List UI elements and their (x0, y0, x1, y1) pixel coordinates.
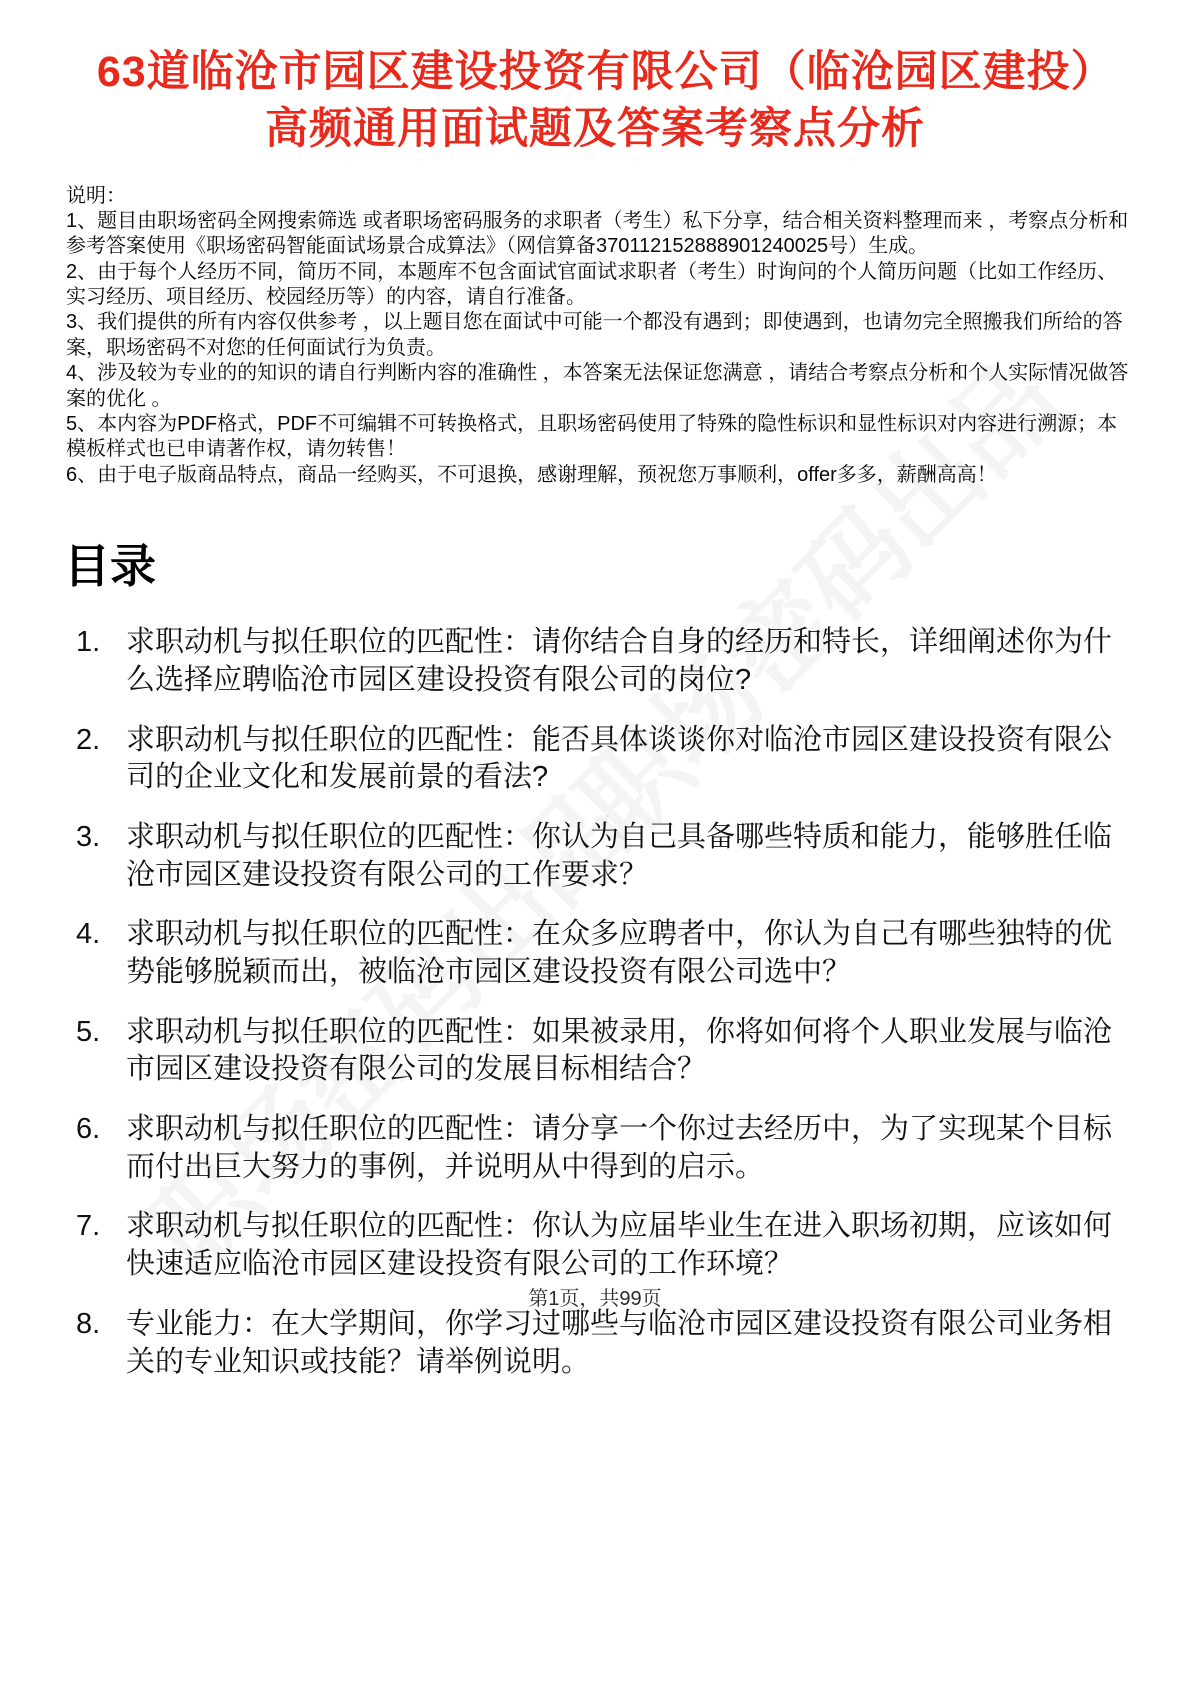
toc-item-text: 专业能力：在大学期间，你学习过哪些与临沧市园区建设投资有限公司业务相关的专业知识或技能？请举例说明。 (126, 1307, 1113, 1378)
page-content (0, 44, 1190, 1381)
note-item: 6、由于电子版商品特点，商品一经购买，不可退换，感谢理解，预祝您万事顺利，offer多多，薪酬高高！ (66, 463, 997, 486)
toc-item-text: 求职动机与拟任职位的匹配性：请分享一个你过去经历中，为了实现某个目标而付出巨大努力的事例，并说明从中得到的启示。 (126, 1113, 1113, 1183)
toc-item-number: 4. (76, 918, 101, 951)
note-item: 2、由于每个人经历不同，简历不同，本题库不包含面试官面试求职者（考生）时询问的个人简历问题（比如工作经历、实习经历、项目经历、校园经历等）的内容，请自行准备。 (66, 260, 1118, 309)
toc-item (76, 819, 1124, 894)
toc-item (76, 916, 1124, 991)
toc-item (76, 1014, 1124, 1089)
notes-label: 说明： (66, 184, 126, 207)
toc-item-text: 求职动机与拟任职位的匹配性：你认为自己具备哪些特质和能力，能够胜任临沧市园区建设投资有限公司的工作要求？ (126, 820, 1113, 891)
toc-item (76, 1111, 1124, 1186)
note-item: 1、题目由职场密码全网搜索筛选 或者职场密码服务的求职者（考生）私下分享，结合相关资料整理而来 ，考察点分析和参考答案使用《职场密码智能面试场景合成算法》（网信算备370112152888901240025号）生成。 (66, 209, 1129, 258)
toc-item-text: 求职动机与拟任职位的匹配性：能否具体谈谈你对临沧市园区建设投资有限公司的企业文化和发展前景的看法? (126, 723, 1113, 794)
toc-item-number: 5. (76, 1015, 101, 1048)
page-footer: 第1页，共99页 (528, 1288, 662, 1311)
toc-item-number: 8. (76, 1307, 101, 1340)
notes-section (66, 184, 1130, 489)
note-item: 5、本内容为PDF格式，PDF不可编辑不可转换格式，且职场密码使用了特殊的隐性标识和显性标识对内容进行溯源；本模板样式也已申请著作权，请勿转售！ (66, 413, 1118, 461)
toc-item-text: 求职动机与拟任职位的匹配性：你认为应届毕业生在进入职场初期，应该如何快速适应临沧市园区建设投资有限公司的工作环境？ (126, 1210, 1113, 1281)
note-item: 4、涉及较为专业的的知识的请自行判断内容的准确性 ，本答案无法保证您满意 ，请结合考察点分析和个人实际情况做答案的优化 。 (66, 362, 1129, 410)
toc-heading: 目录 (64, 540, 156, 593)
toc-list (76, 624, 1124, 1381)
toc-item-number: 3. (76, 820, 101, 853)
toc-item-number: 6. (76, 1113, 101, 1146)
toc-item (76, 1208, 1124, 1283)
toc-item (76, 722, 1124, 797)
toc-item (76, 624, 1124, 699)
toc-item-text: 求职动机与拟任职位的匹配性：请你结合自身的经历和特长，详细阐述你为什么选择应聘临沧市园区建设投资有限公司的岗位? (126, 626, 1113, 696)
toc-item (76, 1306, 1124, 1381)
toc-item-number: 1. (76, 626, 101, 659)
toc-item-text: 求职动机与拟任职位的匹配性：在众多应聘者中，你认为自己有哪些独特的优势能够脱颖而出，被临沧市园区建设投资有限公司选中？ (126, 918, 1113, 988)
page-title: 63道临沧市园区建设投资有限公司（临沧园区建投）高频通用面试题及答案考察点分析 (96, 48, 1094, 153)
note-item: 3、我们提供的所有内容仅供参考 ，以上题目您在面试中可能一个都没有遇到；即使遇到，也请勿完全照搬我们所给的答案，职场密码不对您的任何面试行为负责。 (66, 311, 1123, 359)
toc-item-number: 7. (76, 1210, 101, 1243)
toc-item-text: 求职动机与拟任职位的匹配性：如果被录用，你将如何将个人职业发展与临沧市园区建设投资有限公司的发展目标相结合？ (126, 1015, 1113, 1086)
toc-item-number: 2. (76, 723, 101, 756)
